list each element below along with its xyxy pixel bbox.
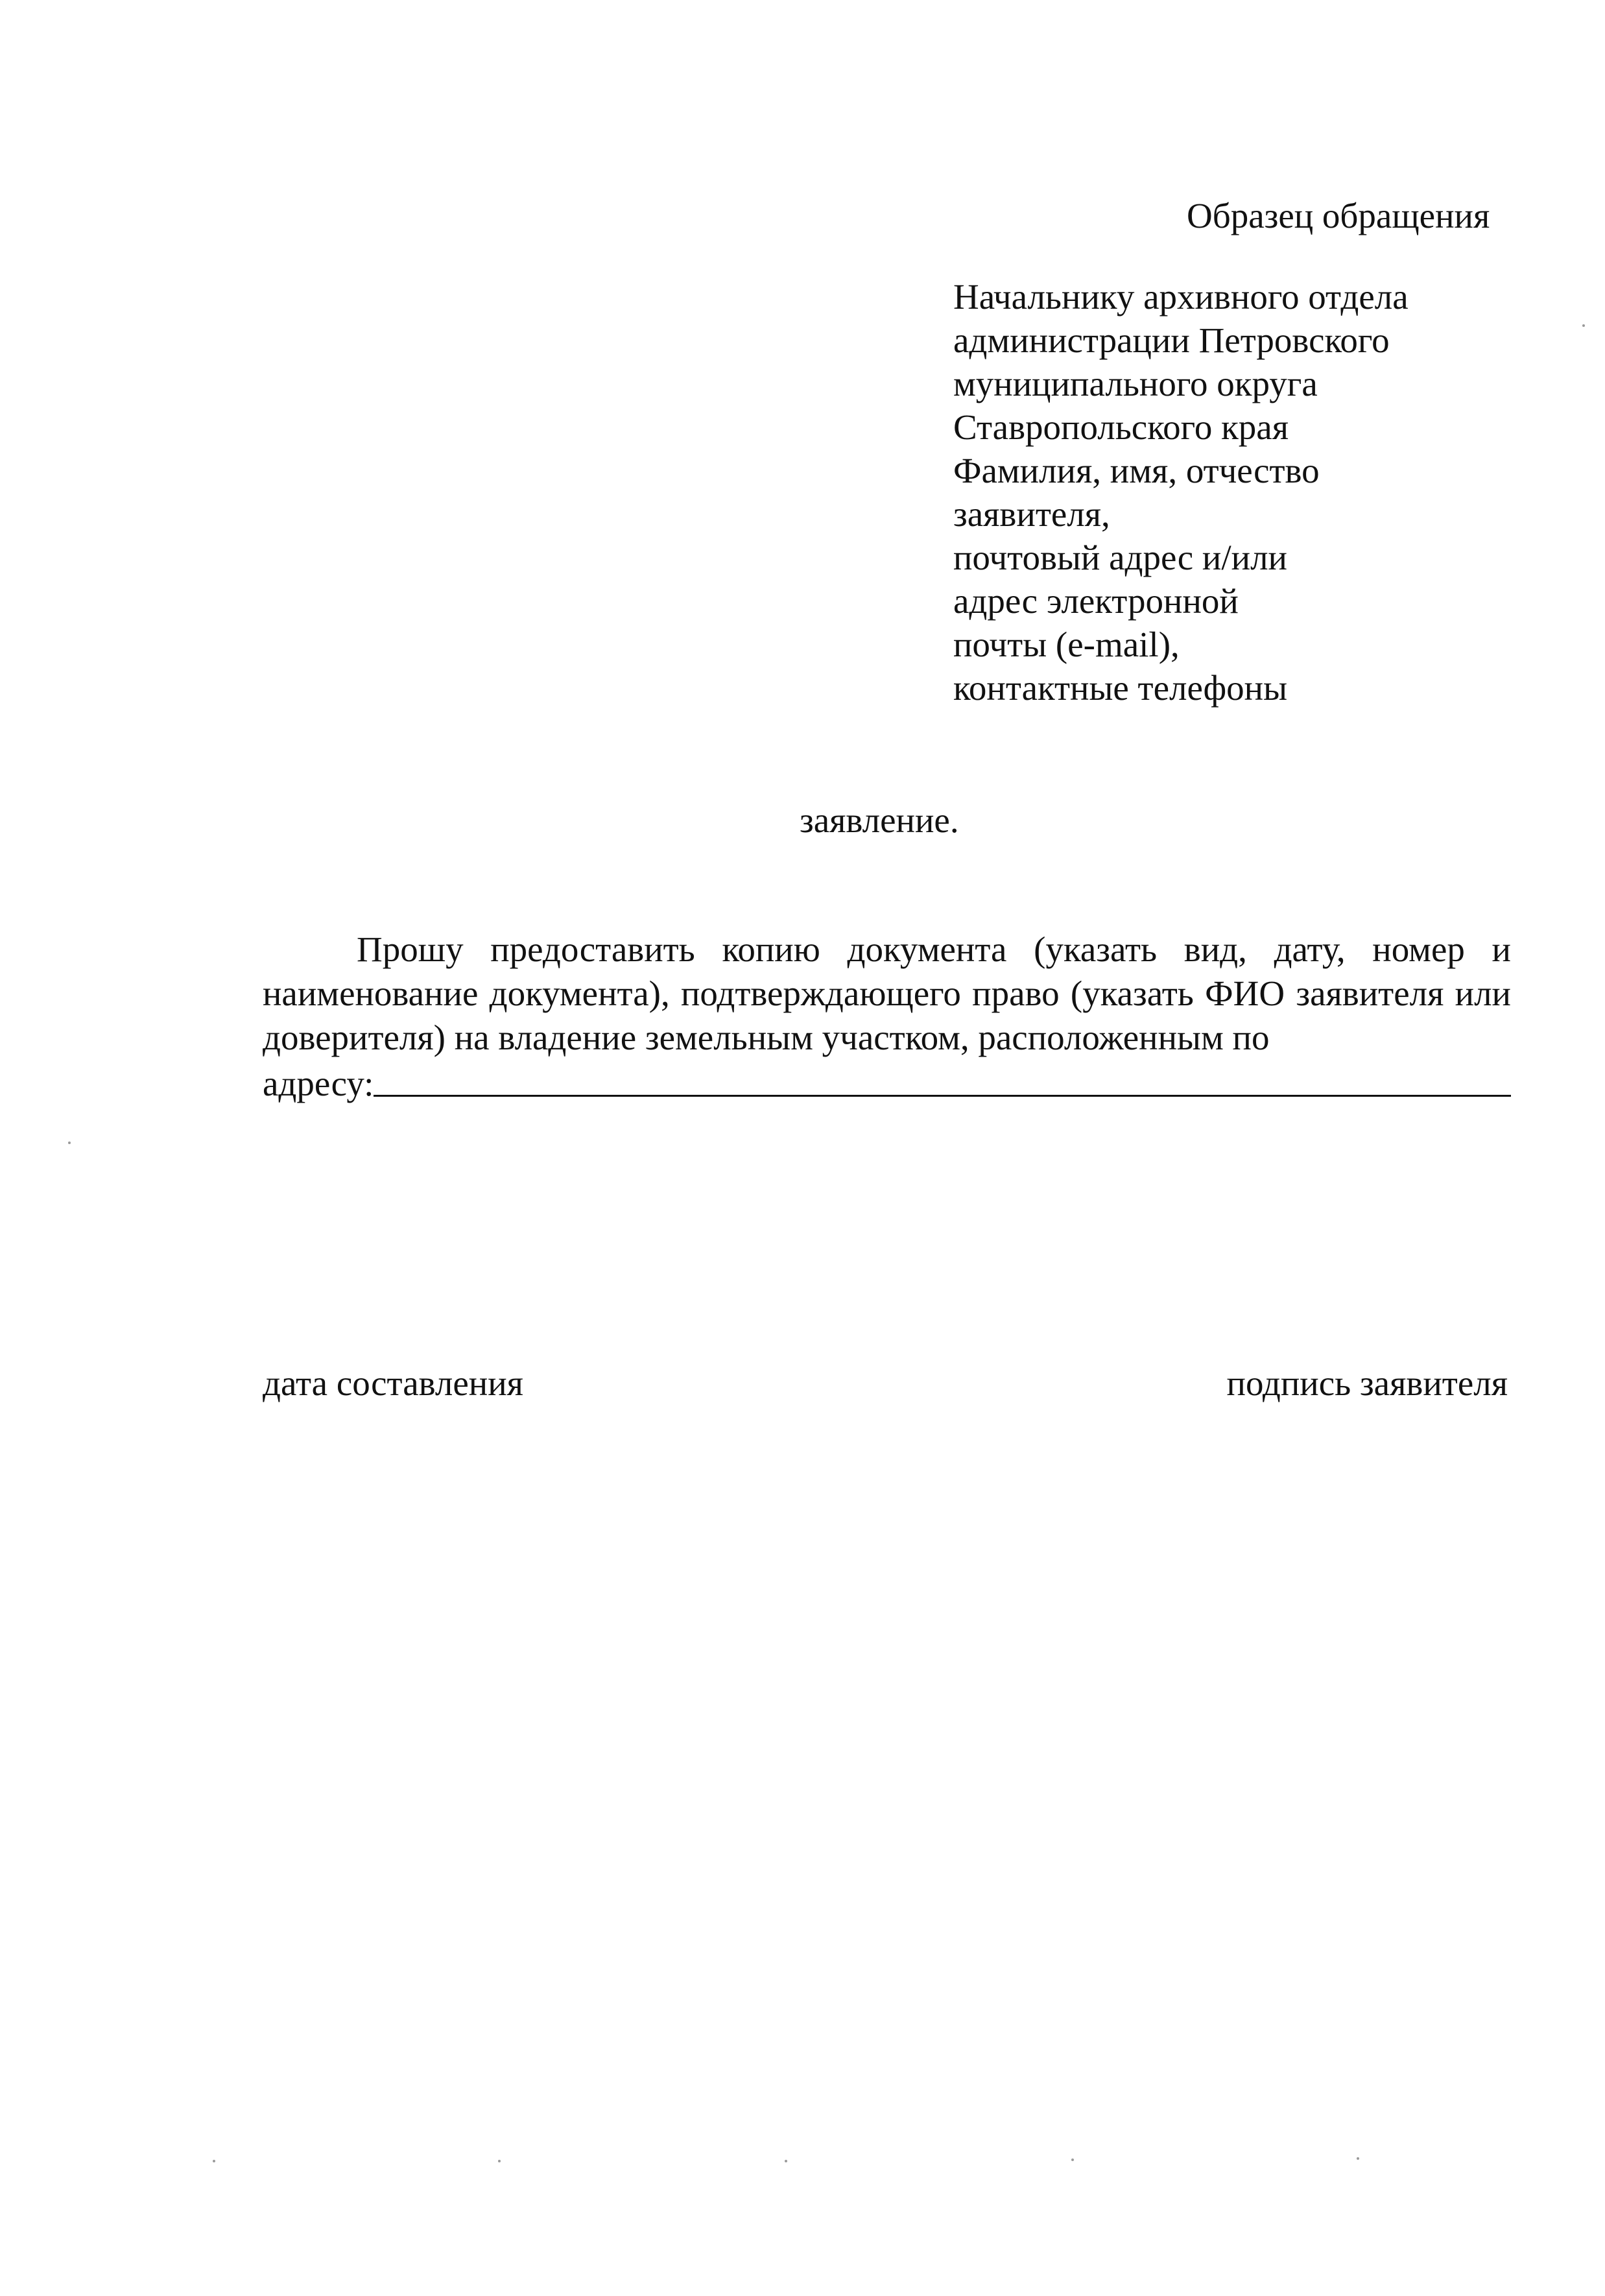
- addressee-line: Фамилия, имя, отчество: [953, 451, 1320, 490]
- addressee-line: Начальнику архивного отдела: [953, 277, 1409, 317]
- addressee-line: контактные телефоны: [953, 668, 1288, 708]
- signature-row: [263, 1362, 1508, 1405]
- scan-speck: [785, 2160, 787, 2162]
- address-field-row: [263, 1062, 1511, 1106]
- sample-label: Образец обращения: [1187, 196, 1490, 235]
- date-label: дата составления: [263, 1363, 523, 1403]
- addressee-line: заявителя,: [953, 494, 1110, 534]
- document-title: заявление.: [800, 800, 959, 840]
- address-label: адресу:: [263, 1064, 374, 1103]
- addressee-line: муниципального округа: [953, 364, 1318, 403]
- request-text: Прошу предоставить копию документа (указать вид, дату, номер и наименование документа), подтверждающего право (указать ФИО заявителя или доверителя) на владение земельным участком, расположенным по: [263, 929, 1511, 1057]
- addressee-line: почты (e-mail),: [953, 625, 1180, 664]
- addressee-line: администрации Петровского: [953, 320, 1390, 360]
- addressee-line: адрес электронной: [953, 581, 1239, 621]
- scan-speck: [68, 1142, 71, 1144]
- scan-speck: [1071, 2158, 1074, 2161]
- scan-speck: [1582, 324, 1585, 327]
- scan-speck: [1357, 2157, 1359, 2160]
- address-blank-line[interactable]: [374, 1094, 1511, 1097]
- addressee-line: почтовый адрес и/или: [953, 538, 1287, 577]
- signature-label: подпись заявителя: [1226, 1363, 1508, 1403]
- scan-speck: [213, 2160, 215, 2162]
- scan-speck: [498, 2160, 501, 2162]
- request-paragraph: [263, 927, 1511, 1060]
- addressee-line: Ставропольского края: [953, 407, 1289, 447]
- addressee-block: [953, 275, 1537, 710]
